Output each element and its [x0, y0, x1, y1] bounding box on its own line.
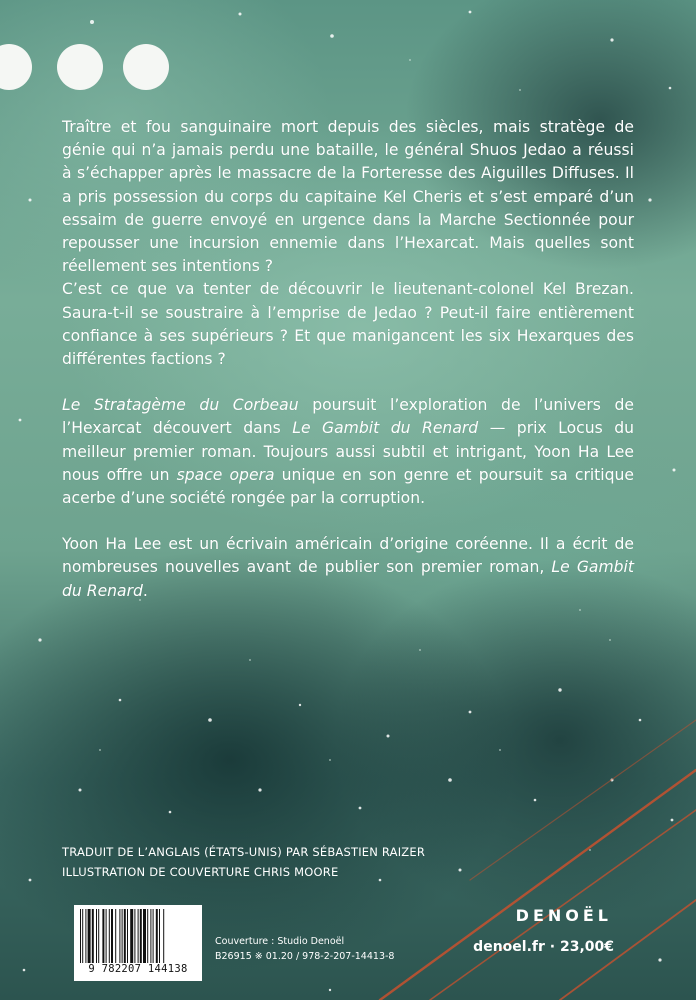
barcode-bar	[134, 909, 135, 963]
barcode-bar	[122, 909, 123, 963]
blurb-text-run: poursuit l’exploration de l’univers de l’Hexarcat découvert dans	[62, 396, 634, 438]
book-title-italic: Le Gambit du Renard	[62, 558, 635, 600]
barcode-bar	[140, 909, 142, 963]
publisher-logo: DENOËL	[515, 906, 612, 925]
illustration-credit: ILLUSTRATION DE COUVERTURE CHRIS MOORE	[62, 864, 339, 879]
blurb-paragraph	[62, 394, 634, 510]
barcode-bar	[106, 909, 107, 963]
website-price-line	[473, 939, 614, 955]
barcode-bar	[156, 909, 158, 963]
barcode-bar	[130, 909, 133, 963]
genre-italic: space opera	[176, 465, 275, 484]
barcode-bar	[111, 909, 113, 963]
blurb-text-run: Traître et fou sanguinaire mort depuis des siècles, mais stratège de génie qui n’a jamais perdu une bataille, le général Shuos Jedao a réussi à s’échapper après le massacre de la Forteresse des Aiguilles Diffuses. Il a pris possession du corps du capitaine Kel Cheris et s’est emparé d’un essaim de guerre envoyé en urgence dans la Marche Sectionnée pour repousser une incursion ennemie dans l’Hexarcat. Mais quelles sont réellement ses intentions ?	[62, 118, 634, 276]
barcode-bar	[115, 909, 116, 963]
blurb-text	[62, 116, 634, 603]
barcode-bar	[153, 909, 154, 963]
barcode-bar	[124, 909, 126, 963]
blurb-text-run: Yoon Ha Lee est un écrivain américain d’origine coréenne. Il a écrit de nombreuses nouvelles avant de publier son premier roman,	[62, 535, 634, 577]
blurb-paragraph	[62, 116, 634, 278]
credits-block	[62, 843, 425, 882]
blurb-text-run: — prix Locus du meilleur premier roman. Toujours aussi subtil et intrigant, Yoon Ha Lee nous offre un	[62, 419, 634, 484]
barcode-bar	[109, 909, 110, 963]
dot-icon	[57, 44, 103, 90]
barcode-bar	[127, 909, 128, 963]
cover-credit: Couverture : Studio Denoël	[215, 936, 345, 947]
barcode-bar	[98, 909, 99, 963]
barcode-bar	[163, 909, 164, 963]
barcode-bar	[147, 909, 148, 963]
barcode-bar	[88, 909, 91, 963]
book-title-italic: Le Stratagème du Corbeau	[62, 396, 299, 415]
barcode-bar	[85, 909, 86, 963]
barcode-bar	[159, 909, 160, 963]
blurb-paragraph	[62, 278, 634, 371]
barcode-bar	[82, 909, 83, 963]
isbn-barcode	[74, 905, 202, 981]
barcode-bar	[150, 909, 151, 963]
barcode-bar	[96, 909, 97, 963]
barcode-bar	[80, 909, 81, 963]
print-info	[215, 935, 394, 964]
barcode-bar	[138, 909, 139, 963]
separator: ·	[549, 939, 556, 955]
price: 23,00€	[559, 939, 614, 955]
barcode-number: 9 782207 144138	[88, 963, 188, 975]
blurb-text-run: unique en son genre et poursuit sa critique acerbe d’une société rongée par la corruption.	[62, 465, 635, 508]
reference-line: B26915 ※ 01.20 / 978-2-207-14413-8	[215, 950, 395, 962]
blurb-text-run: C’est ce que va tenter de découvrir le lieutenant-colonel Kel Brezan. Saura-t-il se soustraire à l’emprise de Jedao ? Peut-il faire entièrement confiance à ses supérieurs ? Et que manigancent les six Hexarques des différentes factions ?	[62, 280, 634, 369]
publisher-website: denoel.fr	[473, 939, 545, 955]
barcode-bar	[119, 909, 120, 963]
dot-icon	[123, 44, 169, 90]
book-title-italic: Le Gambit du Renard	[292, 419, 479, 438]
blurb-text-run: .	[142, 581, 148, 600]
barcode-bar	[92, 909, 94, 963]
barcode-bars	[80, 909, 196, 963]
author-bio	[62, 533, 634, 603]
translator-credit: TRADUIT DE L’ANGLAIS (ÉTATS-UNIS) PAR SÉBASTIEN RAIZER	[62, 845, 426, 859]
barcode-bar	[102, 909, 104, 963]
barcode-bar	[143, 909, 146, 963]
